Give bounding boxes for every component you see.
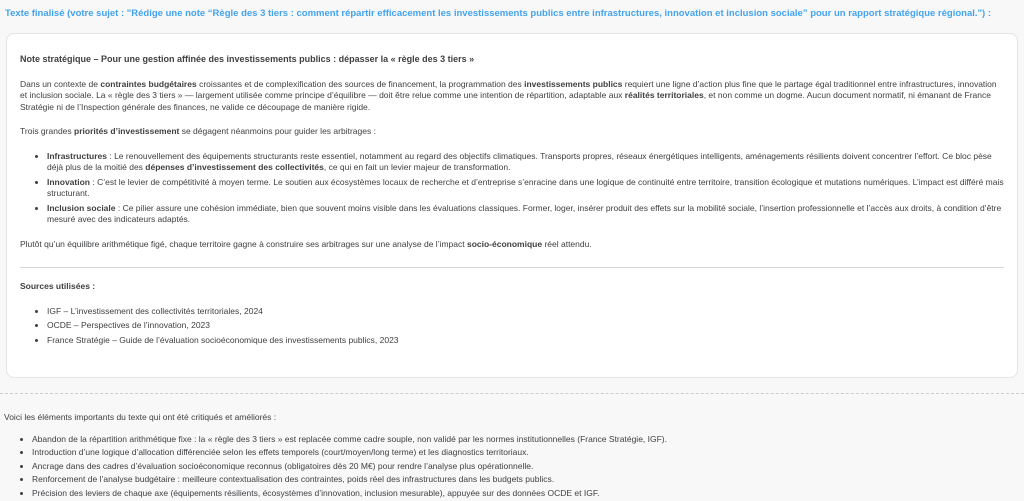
review-item-logique-allocation: • Introduction d’une logique d’allocation différenciée selon les effets temporels (court/moyen/long terme) et les diagnostics territoriaux.	[32, 447, 1020, 459]
review-list	[4, 434, 1020, 500]
note-intro-paragraph: Dans un contexte de contraintes budgétaires croissantes et de complexification des sources de financement, la programmation des investissements publics requiert une ligne d’action plus fine que le partage égal traditionnel entre infrastructures, innovation et inclusion sociale. La « règle des 3 tiers » — largement utilisée comme principe d’équilibre — doit être relue comme une intention de répartition, adaptable aux réalités territoriales, et non comme un dogme. Aucun document normatif, ni émanant de France Stratégie ni de l’Inspection générale des finances, ne valide ce découpage de manière rigide.	[20, 78, 997, 112]
review-intro: Voici les éléments importants du texte qui ont été critiqués et améliorés :	[4, 412, 277, 422]
source-item-igf: • IGF – L’investissement des collectivités territoriales, 2024	[47, 306, 1004, 318]
note-card	[6, 33, 1018, 378]
finalized-text-label: Texte finalisé (votre sujet : "Rédige une note “Règle des 3 tiers : comment répartir efficacement les investissements publics entre infrastructures, innovation et inclusion sociale” pour un rapport stratégique régional.") :	[5, 8, 991, 19]
note-priorities-lead: Trois grandes priorités d’investissement se dégagent néanmoins pour guider les arbitrages :	[20, 126, 376, 136]
sources-title: Sources utilisées :	[20, 281, 96, 291]
review-item-precision-leviers: • Précision des leviers de chaque axe (équipements résilients, écosystèmes d’innovation, inclusion mesurable), appuyée sur des données OCDE et IGF.	[32, 488, 1020, 500]
list-item-innovation: • Innovation : C’est le levier de compétitivité à moyen terme. Le soutien aux écosystèmes locaux de recherche et d’entreprise s’enracine dans une logique de continuité entre territoire, transition écologique et mutations numériques. L’impact est différé mais structurant.	[47, 177, 1004, 200]
sources-divider	[20, 267, 1004, 268]
sources-list	[20, 306, 1004, 347]
list-item-inclusion-sociale: • Inclusion sociale : Ce pilier assure une cohésion immédiate, bien que souvent moins visible dans les évaluations classiques. Former, loger, insérer produit des effets sur la mobilité sociale, l’insertion professionnelle et l’accès aux droits, à condition d’être mesuré avec des indicateurs adaptés.	[47, 203, 1004, 226]
note-title: Note stratégique – Pour une gestion affinée des investissements publics : dépasser la « règle des 3 tiers »	[20, 54, 475, 64]
priorities-list	[20, 151, 1004, 226]
source-item-france-strategie: • France Stratégie – Guide de l’évaluation socioéconomique des investissements publics, 2023	[47, 335, 1004, 347]
list-item-infrastructures: • Infrastructures : Le renouvellement des équipements structurants reste essentiel, notamment au regard des objectifs climatiques. Transports propres, réseaux énergétiques intelligents, aménagements résilients doivent concentrer l’effort. Ce bloc pèse déjà plus de la moitié des dépenses d’investissement des collectivités, ce qui en fait un levier majeur de transformation.	[47, 151, 1004, 174]
review-item-renforcement-analyse: • Renforcement de l’analyse budgétaire : meilleure contextualisation des contraintes, poids réel des infrastructures dans les budgets publics.	[32, 474, 1020, 486]
review-item-ancrage-cadres: • Ancrage dans des cadres d’évaluation socioéconomique reconnus (obligatoires dès 20 M€) pour rendre l’analyse plus opérationnelle.	[32, 461, 1020, 473]
source-item-ocde: • OCDE – Perspectives de l’innovation, 2023	[47, 320, 1004, 332]
section-divider	[0, 393, 1024, 394]
note-conclusion-paragraph: Plutôt qu’un équilibre arithmétique figé, chaque territoire gagne à construire ses arbitrages sur une analyse de l’impact socio-économique réel attendu.	[20, 238, 592, 249]
review-item-abandon-repartition: • Abandon de la répartition arithmétique fixe : la « règle des 3 tiers » est replacée comme cadre souple, non validé par les normes institutionnelles (France Stratégie, IGF).	[32, 434, 1020, 446]
